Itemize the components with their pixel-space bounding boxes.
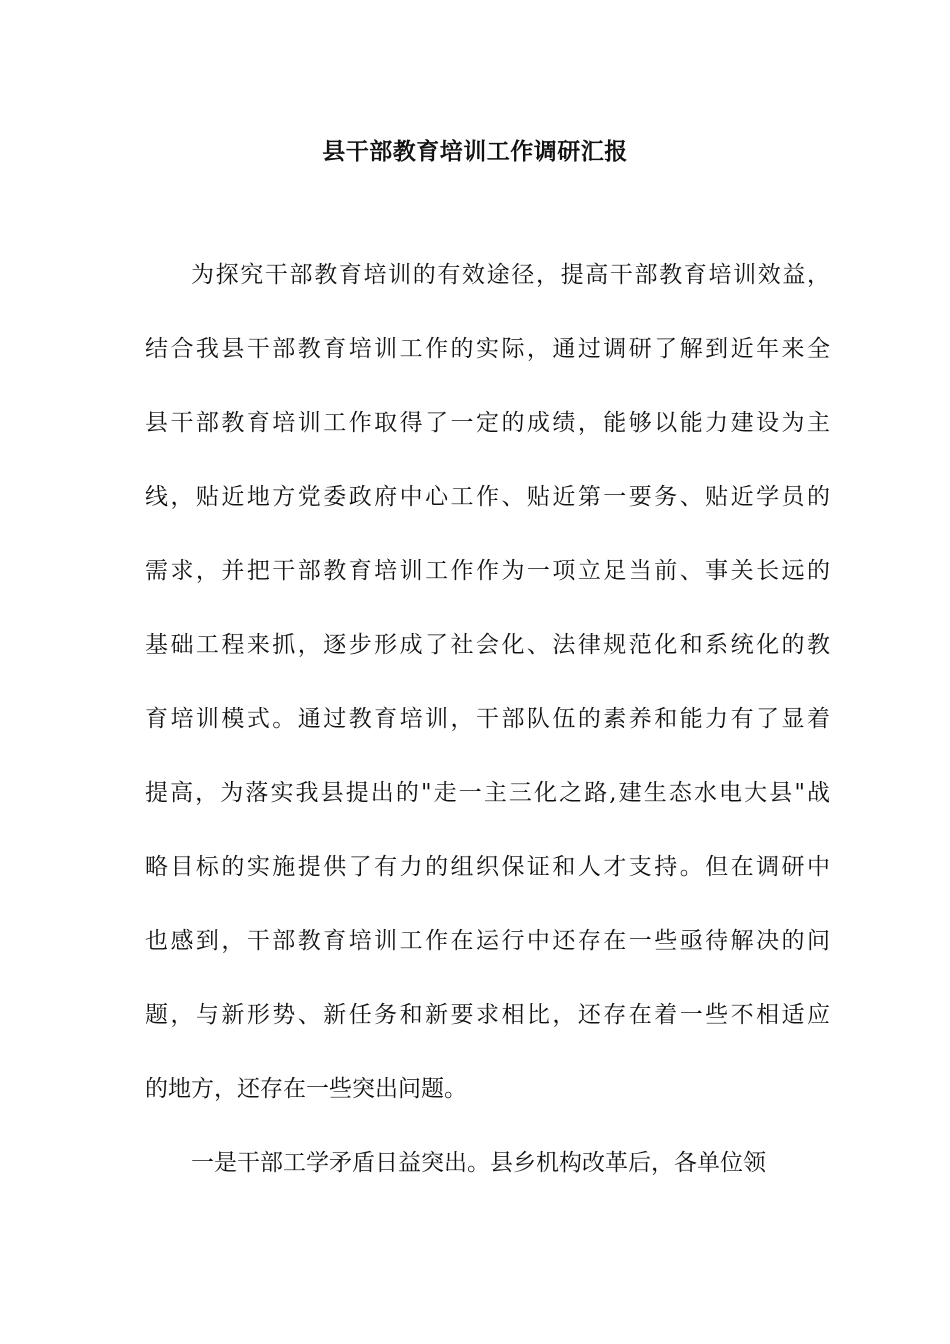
paragraph-line: 为探究干部教育培训的有效途径，提高干部教育培训效益，	[191, 262, 830, 288]
paragraph-line: 线，贴近地方党委政府中心工作、贴近第一要务、贴近学员的	[145, 484, 830, 510]
paragraph-line: 县干部教育培训工作取得了一定的成绩，能够以能力建设为主	[145, 410, 830, 436]
paragraph-line: 略目标的实施提供了有力的组织保证和人才支持。但在调研中	[145, 854, 830, 880]
paragraph-line: 需求，并把干部教育培训工作作为一项立足当前、事关长远的	[145, 558, 830, 584]
paragraph-line: 结合我县干部教育培训工作的实际，通过调研了解到近年来全	[145, 336, 830, 362]
paragraph-line: 提高，为落实我县提出的"走一主三化之路,建生态水电大县"战	[145, 780, 830, 806]
paragraph-line: 的地方，还存在一些突出问题。	[145, 1076, 467, 1102]
paragraph-line: 基础工程来抓，逐步形成了社会化、法律规范化和系统化的教	[145, 632, 830, 658]
paragraph-line: 也感到，干部教育培训工作在运行中还存在一些亟待解决的问	[145, 928, 830, 954]
document-body	[145, 258, 830, 1220]
document-title: 县干部教育培训工作调研汇报	[322, 138, 628, 165]
paragraph-line: 题，与新形势、新任务和新要求相比，还存在着一些不相适应	[145, 1002, 830, 1028]
paragraph-intro	[145, 258, 830, 1146]
paragraph-line: 一是干部工学矛盾日益突出。县乡机构改革后，各单位领	[191, 1150, 766, 1176]
paragraph-line: 育培训模式。通过教育培训，干部队伍的素养和能力有了显着	[145, 706, 830, 732]
paragraph-issue-one	[145, 1146, 830, 1220]
